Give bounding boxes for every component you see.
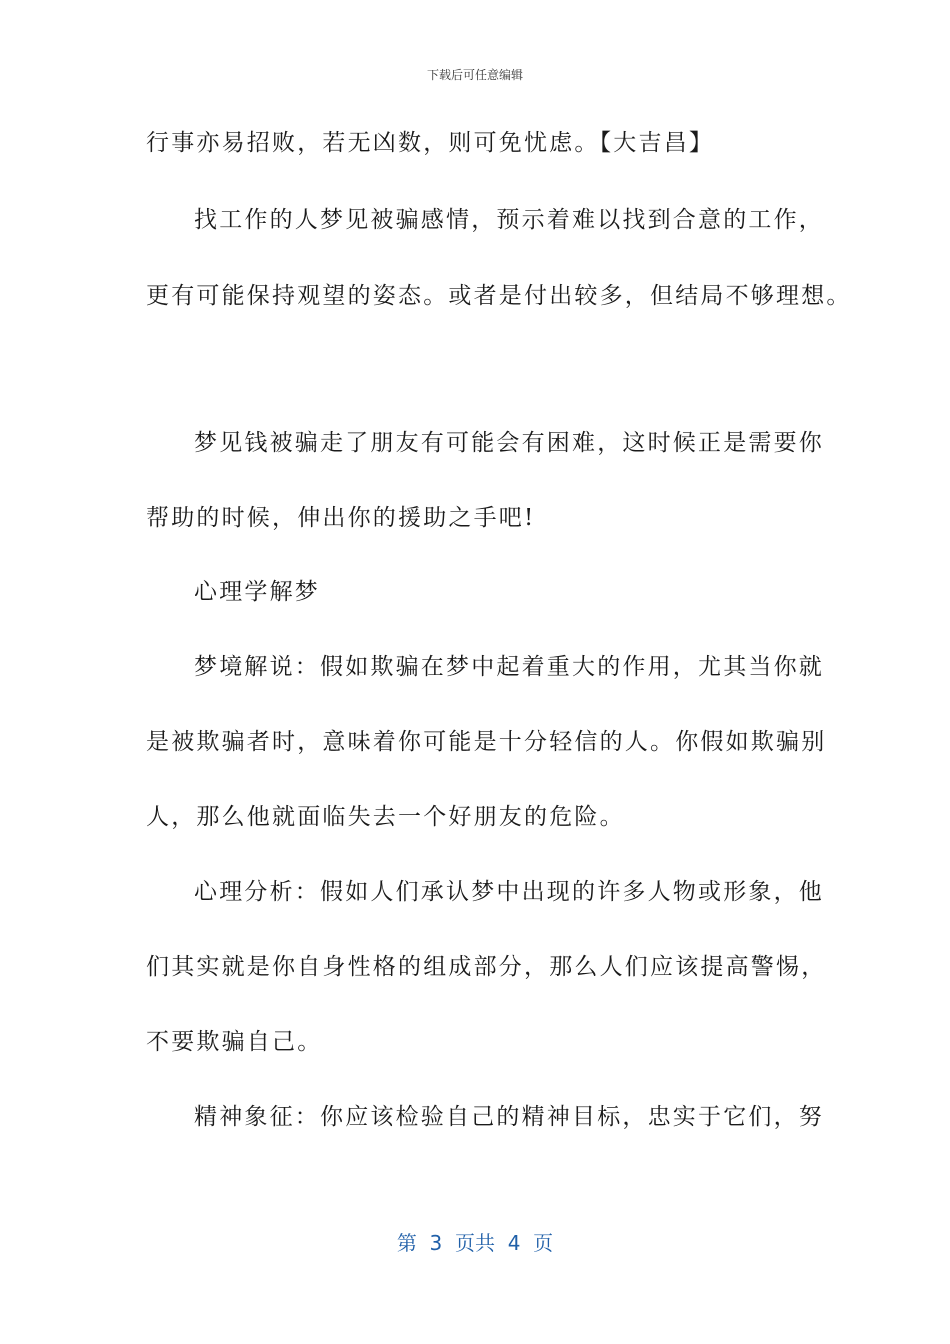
text-line: 梦见钱被骗走了朋友有可能会有困难，这时候正是需要你 (194, 430, 824, 456)
text-line: 心理分析：假如人们承认梦中出现的许多人物或形象，他 (194, 879, 824, 905)
text-line: 行事亦易招败，若无凶数，则可免忧虑。【大吉昌】 (146, 130, 715, 156)
text-line: 人，那么他就面临失去一个好朋友的危险。 (146, 804, 625, 830)
text-line: 们其实就是你自身性格的组成部分，那么人们应该提高警惕， (146, 954, 827, 980)
page-header: 下载后可任意编辑 (426, 68, 523, 82)
text-line: 帮助的时候，伸出你的援助之手吧! (146, 505, 536, 531)
text-line: 找工作的人梦见被骗感情，预示着难以找到合意的工作， (194, 207, 824, 233)
page-number-footer: 第 3 页共 4 页 (396, 1231, 554, 1255)
text-line: 更有可能保持观望的姿态。或者是付出较多，但结局不够理想。 (146, 283, 852, 309)
section-heading: 心理学解梦 (194, 579, 320, 605)
text-line: 梦境解说：假如欺骗在梦中起着重大的作用，尤其当你就 (194, 654, 824, 680)
text-line: 精神象征：你应该检验自己的精神目标，忠实于它们，努 (194, 1104, 824, 1130)
text-line: 不要欺骗自己。 (146, 1029, 323, 1055)
text-line: 是被欺骗者时，意味着你可能是十分轻信的人。你假如欺骗别 (146, 729, 827, 755)
